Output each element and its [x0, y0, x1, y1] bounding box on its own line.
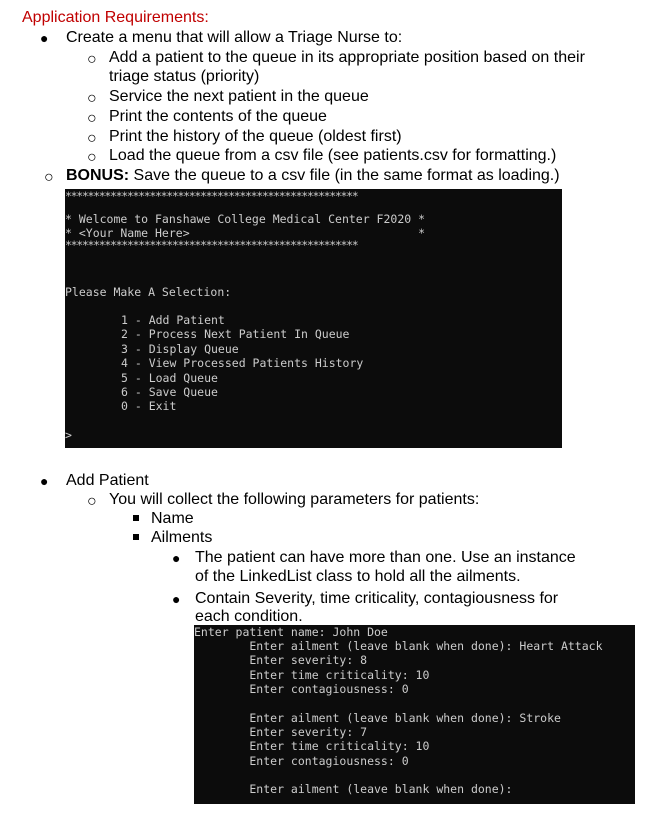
- requirements-heading: Application Requirements:: [22, 9, 209, 26]
- console-stars-line: ****************************************************: [65, 189, 358, 203]
- param-name: Name: [151, 510, 194, 527]
- ailments-note-2: Contain Severity, time criticality, contagiousness for: [195, 590, 559, 607]
- console-line: Enter patient name: John Doe: [194, 625, 388, 639]
- requirement-item: Add a patient to the queue in its appropriate position based on their: [109, 49, 585, 66]
- bullet-icon: ●: [40, 30, 49, 46]
- console-menu-option: 6 - Save Queue: [121, 385, 218, 399]
- ailments-note-2-cont: each condition.: [195, 608, 303, 625]
- console-name-line: * <Your Name Here> *: [65, 226, 426, 240]
- console-line: Enter ailment (leave blank when done): Heart Attack: [194, 639, 603, 653]
- bonus-label: BONUS:: [66, 167, 130, 184]
- collect-params-text: You will collect the following parameters for patients:: [109, 491, 480, 508]
- requirement-item: Service the next patient in the queue: [109, 88, 369, 105]
- requirement-item: Load the queue from a csv file (see patients.csv for formatting.): [109, 147, 557, 164]
- bullet-icon: ●: [172, 550, 181, 566]
- console-line: Enter severity: 8: [194, 653, 368, 667]
- console-menu-option: 5 - Load Queue: [121, 371, 218, 385]
- console-welcome-line: * Welcome to Fanshawe College Medical Center F2020 *: [65, 212, 426, 226]
- console-cursor: >: [65, 428, 72, 442]
- console-stars-line: ****************************************************: [65, 238, 358, 252]
- bonus-line: [66, 166, 560, 185]
- circle-bullet-icon: ○: [87, 110, 97, 127]
- ailments-note-1: The patient can have more than one. Use an instance: [195, 549, 576, 566]
- circle-bullet-icon: ○: [87, 493, 97, 510]
- requirement-item-cont: triage status (priority): [109, 68, 260, 85]
- console-menu-option: 4 - View Processed Patients History: [121, 356, 364, 370]
- ailments-note-1-cont: of the LinkedList class to hold all the ailments.: [195, 568, 521, 585]
- bullet-icon: ●: [40, 473, 49, 489]
- square-bullet-icon: [133, 515, 139, 521]
- console-menu-option: 3 - Display Queue: [121, 342, 239, 356]
- console-prompt: Please Make A Selection:: [65, 285, 232, 299]
- requirements-intro: Create a menu that will allow a Triage Nurse to:: [66, 29, 403, 46]
- console-line: Enter contagiousness: 0: [194, 754, 409, 768]
- console-menu-screenshot: [65, 189, 562, 448]
- circle-bullet-icon: ○: [44, 169, 54, 186]
- console-line: Enter ailment (leave blank when done): Stroke: [194, 711, 561, 725]
- param-ailments: Ailments: [151, 529, 213, 546]
- requirement-item: Print the history of the queue (oldest first): [109, 128, 402, 145]
- circle-bullet-icon: ○: [87, 130, 97, 147]
- bonus-text: Save the queue to a csv file (in the same format as loading.): [129, 167, 560, 184]
- circle-bullet-icon: ○: [87, 51, 97, 68]
- console-line: Enter time criticality: 10: [194, 668, 430, 682]
- console-line: Enter time criticality: 10: [194, 739, 430, 753]
- console-menu-option: 2 - Process Next Patient In Queue: [121, 327, 350, 341]
- console-line: Enter contagiousness: 0: [194, 682, 409, 696]
- circle-bullet-icon: ○: [87, 90, 97, 107]
- console-menu-option: 0 - Exit: [121, 399, 177, 413]
- bullet-icon: ●: [172, 591, 181, 607]
- square-bullet-icon: [133, 534, 139, 540]
- console-patient-screenshot: [194, 625, 635, 804]
- console-menu-option: 1 - Add Patient: [121, 313, 225, 327]
- circle-bullet-icon: ○: [87, 149, 97, 166]
- console-line: Enter ailment (leave blank when done):: [194, 782, 513, 796]
- requirement-item: Print the contents of the queue: [109, 108, 327, 125]
- console-line: Enter severity: 7: [194, 725, 368, 739]
- add-patient-title: Add Patient: [66, 472, 149, 489]
